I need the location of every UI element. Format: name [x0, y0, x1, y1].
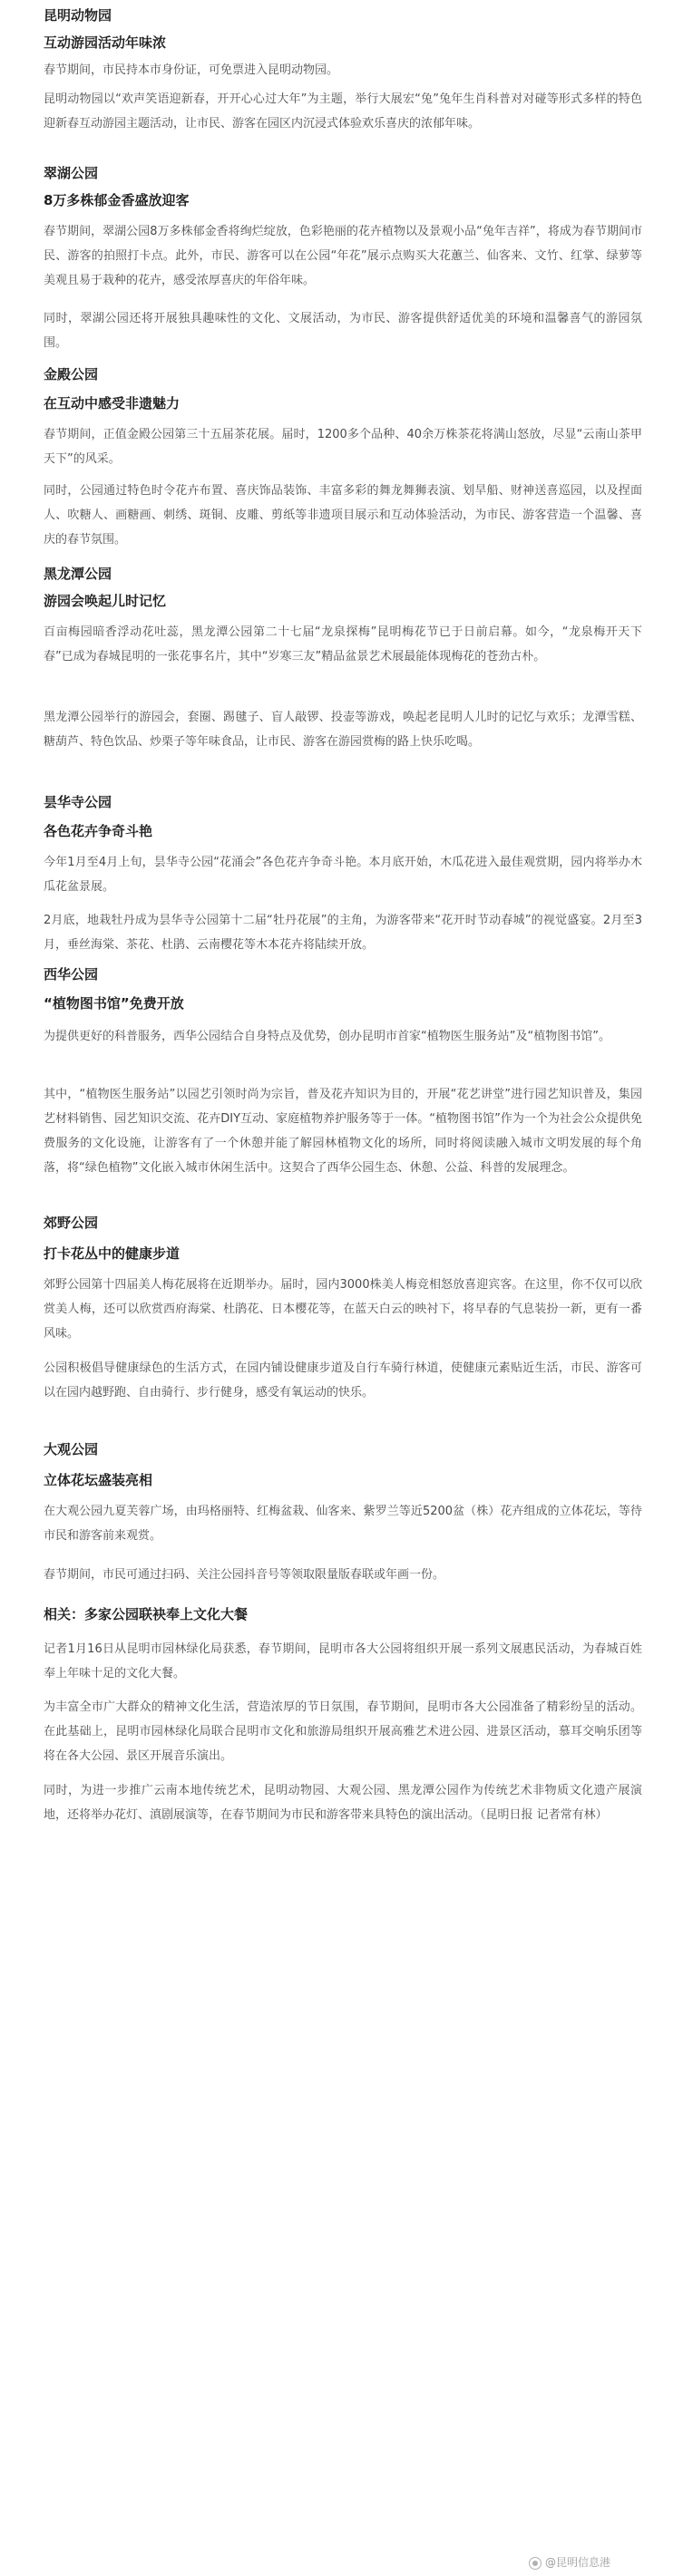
section-paragraph: 春节期间，市民可通过扫码、关注公园抖音号等领取限量版春联或年画一份。 [44, 1568, 445, 1582]
section-paragraph: 春节期间，市民持本市身份证，可免票进入昆明动物园。 [44, 63, 339, 77]
watermark [529, 2554, 610, 2570]
section-park-name: 郊野公园 [44, 1215, 99, 1231]
section-paragraph: 春节期间，翠湖公园8万多株郁金香将绚烂绽放，色彩艳丽的花卉植物以及景观小品“兔年吉祥”，将成为春节期间市民、游客的拍照打卡点。此外，市民、游客可以在公园“年花”展示点购买大花蕙兰、仙客来、文竹、红掌、绿萝等美观且易于栽种的花卉，感受浓厚喜庆的年俗年味。 [44, 225, 642, 287]
section-park-name: 翠湖公园 [44, 165, 99, 181]
section-title: 8万多株郁金香盛放迎客 [44, 192, 190, 208]
section-paragraph: 记者1月16日从昆明市园林绿化局获悉，春节期间，昆明市各大公园将组织开展一系列文展惠民活动，为春城百姓奉上年味十足的文化大餐。 [44, 1642, 642, 1680]
section-paragraph: 郊野公园第十四届美人梅花展将在近期举办。届时，园内3000株美人梅竞相怒放喜迎宾客。在这里，你不仅可以欣赏美人梅，还可以欣赏西府海棠、杜鹃花、日本樱花等，在蓝天白云的映衬下，将早春的气息装扮一新，更有一番风味。 [44, 1278, 642, 1341]
section-paragraph: 同时，翠湖公园还将开展独具趣味性的文化、文展活动，为市民、游客提供舒适优美的环境和温馨喜气的游园氛围。 [44, 312, 642, 350]
section-park-name: 金殿公园 [44, 366, 99, 383]
section-park-name: 大观公园 [44, 1441, 99, 1457]
section-paragraph: 昆明动物园以“欢声笑语迎新春，开开心心过大年”为主题，举行大展宏“兔”兔年生肖科普对对碰等形式多样的特色迎新春互动游园主题活动，让市民、游客在园区内沉浸式体验欢乐喜庆的浓郁年味。 [44, 92, 642, 131]
section-paragraph: 黑龙潭公园举行的游园会，套圈、踢毽子、盲人敲锣、投壶等游戏，唤起老昆明人儿时的记忆与欢乐；龙潭雪糕、糖葫芦、特色饮品、炒栗子等年味食品，让市民、游客在游园赏梅的路上快乐吃喝。 [44, 711, 642, 749]
section-title: 各色花卉争奇斗艳 [44, 823, 153, 839]
section-title: “植物图书馆”免费开放 [44, 995, 184, 1012]
section-park-name: 昆明动物园 [44, 7, 112, 24]
section-paragraph: 公园积极倡导健康绿色的生活方式，在园内铺设健康步道及自行车骑行林道，使健康元素贴近生活，市民、游客可以在园内越野跑、自由骑行、步行健身，感受有氧运动的快乐。 [44, 1361, 642, 1399]
section-paragraph: 其中，“植物医生服务站”以园艺引领时尚为宗旨，普及花卉知识为目的，开展“花艺讲堂”进行园艺知识普及，集园艺材料销售、园艺知识交流、花卉DIY互动、家庭植物养护服务等于一体。“植物图书馆”作为一个为社会公众提供免费服务的文化设施，让游客有了一个休憩并能了解园林植物文化的场所，同时将阅读融入城市文明发展的每个角落，将“绿色植物”文化嵌入城市休闲生活中。这契合了西华公园生态、休憩、公益、科普的发展理念。 [44, 1088, 642, 1175]
section-paragraph: 百亩梅园暗香浮动花吐蕊，黑龙潭公园第二十七届“龙泉探梅”昆明梅花节已于日前启幕。如今，“龙泉梅开天下春”已成为春城昆明的一张花事名片，其中“岁寒三友”精品盆景艺术展最能体现梅花的苍劲古朴。 [44, 625, 642, 663]
section-park-name: 黑龙潭公园 [44, 566, 112, 582]
section-title: 互动游园活动年味浓 [44, 34, 167, 51]
section-paragraph: 为提供更好的科普服务，西华公园结合自身特点及优势，创办昆明市首家“植物医生服务站”及“植物图书馆”。 [44, 1030, 610, 1043]
section-title: 在互动中感受非遗魅力 [44, 395, 181, 412]
related-title: 相关：多家公园联袂奉上文化大餐 [44, 1606, 249, 1622]
section-paragraph: 同时，为进一步推广云南本地传统艺术，昆明动物园、大观公园、黑龙潭公园作为传统艺术非物质文化遗产展演地，还将举办花灯、滇剧展演等，在春节期间为市民和游客带来具特色的演出活动。（昆明日报 记者常有林） [44, 1784, 642, 1822]
section-title: 打卡花丛中的健康步道 [44, 1245, 181, 1262]
section-title: 立体花坛盛装亮相 [44, 1472, 153, 1488]
section-paragraph: 为丰富全市广大群众的精神文化生活，营造浓厚的节日氛围，春节期间，昆明市各大公园准备了精彩纷呈的活动。在此基础上，昆明市园林绿化局联合昆明市文化和旅游局组织开展高雅艺术进公园、进景区活动，慕耳交响乐团等将在各大公园、景区开展音乐演出。 [44, 1700, 642, 1763]
watermark-text: @昆明信息港 [544, 2556, 610, 2569]
section-paragraph: 春节期间，正值金殿公园第三十五届茶花展。届时，1200多个品种、40余万株茶花将满山怒放，尽显“云南山茶甲天下”的风采。 [44, 428, 642, 466]
section-title: 游园会唤起儿时记忆 [44, 593, 167, 609]
section-paragraph: 今年1月至4月上旬，昙华寺公园“花涌会”各色花卉争奇斗艳。本月底开始，木瓜花进入最佳观赏期，园内将举办木瓜花盆景展。 [44, 856, 642, 894]
section-paragraph: 2月底，地栽牡丹成为昙华寺公园第十二届“牡丹花展”的主角，为游客带来“花开时节动春城”的视觉盛宴。2月至3月，垂丝海棠、茶花、杜鹃、云南樱花等木本花卉将陆续开放。 [44, 914, 642, 952]
weibo-icon [529, 2557, 542, 2570]
section-paragraph: 在大观公园九夏芙蓉广场，由玛格丽特、红梅盆栽、仙客来、紫罗兰等近5200盆（株）花卉组成的立体花坛，等待市民和游客前来观赏。 [44, 1505, 642, 1543]
section-park-name: 西华公园 [44, 966, 99, 983]
section-paragraph: 同时，公园通过特色时令花卉布置、喜庆饰品装饰、丰富多彩的舞龙舞狮表演、划旱船、财神送喜巡园，以及捏面人、吹糖人、画糖画、刺绣、斑铜、皮雕、剪纸等非遗项目展示和互动体验活动，为市民、游客营造一个温馨、喜庆的春节氛围。 [44, 484, 642, 547]
section-park-name: 昙华寺公园 [44, 794, 112, 810]
